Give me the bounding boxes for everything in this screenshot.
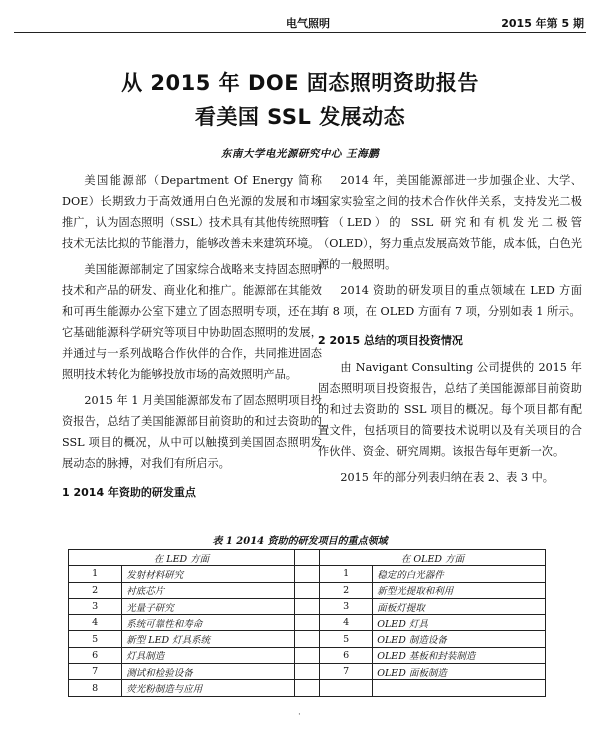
table-gap xyxy=(294,615,319,631)
led-item-name: 光量子研究 xyxy=(122,598,295,614)
oled-item-name: OLED 制造设备 xyxy=(373,631,546,647)
paragraph: 2014 年，美国能源部进一步加强企业、大学、国家实验室之间的技术合作伙伴关系，支持发光二极管（LED）的 SSL 研究和有机发光二极管（OLED），努力重点发展高效节能，成本低，白色光源的一般照明。 xyxy=(318,174,582,271)
table-gap xyxy=(294,680,319,696)
led-item-number: 3 xyxy=(69,598,122,614)
table-gap xyxy=(294,647,319,663)
section-heading-2: 2 2015 总结的项目投资情况 xyxy=(318,334,463,347)
table-gap xyxy=(294,631,319,647)
led-header: 在 LED 方面 xyxy=(69,550,295,566)
led-item-number: 2 xyxy=(69,582,122,598)
led-item-number: 4 xyxy=(69,615,122,631)
table-row xyxy=(69,582,546,598)
table-gap xyxy=(294,598,319,614)
oled-item-number: 2 xyxy=(319,582,372,598)
paragraph: 美国能源部制定了国家综合战略来支持固态照明技术和产品的研发、商业化和推广。能源部在其能效和可再生能源办公室下建立了固态照明专项，还在其它基础能源科学研究等项目中协助固态照明的发展，并通过与一系列战略合作伙伴的合作，共同推进固态照明技术转化为能够投放市场的高效照明产品。 xyxy=(62,263,322,381)
led-item-number: 1 xyxy=(69,566,122,582)
table-row xyxy=(69,598,546,614)
oled-item-name: OLED 面板制造 xyxy=(373,664,546,680)
oled-item-number: 7 xyxy=(319,664,372,680)
paragraph: 2015 年 1 月美国能源部发布了固态照明项目投资报告，总结了美国能源部目前资助的和过去资助的 SSL 项目的概况，从中可以触摸到美国固态照明发展动态的脉搏，对我们有所启示。 xyxy=(62,394,322,470)
led-item-name: 新型 LED 灯具系统 xyxy=(122,631,295,647)
table-caption: 表 1 2014 资助的研发项目的重点领域 xyxy=(212,536,388,547)
right-column xyxy=(318,170,582,493)
section-heading-1: 1 2014 年资助的研发重点 xyxy=(62,486,196,499)
table-row xyxy=(69,631,546,647)
led-item-name: 荧光粉制造与应用 xyxy=(122,680,295,696)
focus-areas-table xyxy=(68,549,546,697)
oled-item-name: OLED 基板和封装制造 xyxy=(373,647,546,663)
table-gap xyxy=(294,582,319,598)
paragraph: 美国能源部（Department Of Energy 简称 DOE）长期致力于高效通用白色光源的发展和市场推广，认为固态照明（SSL）技术具有其他传统照明技术无法比拟的节能潜力，能够改善未来建筑环境。 xyxy=(62,174,322,250)
table-row xyxy=(69,647,546,663)
oled-item-name: 面板灯提取 xyxy=(373,598,546,614)
journal-name: 电气照明 xyxy=(286,17,330,30)
led-item-number: 7 xyxy=(69,664,122,680)
led-item-name: 灯具制造 xyxy=(122,647,295,663)
oled-item-number: 4 xyxy=(319,615,372,631)
oled-header: 在 OLED 方面 xyxy=(319,550,545,566)
paragraph: 2014 资助的研发项目的重点领域在 LED 方面有 8 项，在 OLED 方面有 7 项，分别如表 1 所示。 xyxy=(318,284,582,318)
table-gap xyxy=(294,550,319,566)
oled-item-number: 1 xyxy=(319,566,372,582)
led-item-name: 系统可靠性和寿命 xyxy=(122,615,295,631)
led-item-number: 5 xyxy=(69,631,122,647)
oled-item-name: OLED 灯具 xyxy=(373,615,546,631)
oled-item-number: 5 xyxy=(319,631,372,647)
led-item-name: 测试和检验设备 xyxy=(122,664,295,680)
author-line: 东南大学电光源研究中心 王海鹏 xyxy=(220,148,380,160)
table-row xyxy=(69,680,546,696)
table-gap xyxy=(294,566,319,582)
oled-item-number: 3 xyxy=(319,598,372,614)
oled-item-name: 新型光提取和利用 xyxy=(373,582,546,598)
table-row xyxy=(69,615,546,631)
paragraph: 由 Navigant Consulting 公司提供的 2015 年固态照明项目投资报告，总结了美国能源部目前资助的和过去资助的 SSL 项目的概况。每个项目都有配置文件，包括项目的简要技术说明以及有关项目的合作伙伴、资金、研究周期。该报告每年更新一次。 xyxy=(318,361,582,458)
led-item-name: 衬底芯片 xyxy=(122,582,295,598)
table-row xyxy=(69,566,546,582)
led-item-name: 发射材料研究 xyxy=(122,566,295,582)
led-item-number: 8 xyxy=(69,680,122,696)
article-title-line1: 从 2015 年 DOE 固态照明资助报告 xyxy=(121,71,479,95)
paragraph: 2015 年的部分列表归纳在表 2、表 3 中。 xyxy=(340,471,554,484)
left-column xyxy=(62,170,322,509)
oled-item-number: 6 xyxy=(319,647,372,663)
empty-cell xyxy=(319,680,372,696)
table-header-row xyxy=(69,550,546,566)
article-title-line2: 看美国 SSL 发展动态 xyxy=(194,105,406,129)
issue-number: 2015 年第 5 期 xyxy=(501,17,584,30)
running-header xyxy=(14,12,586,33)
empty-cell xyxy=(373,680,546,696)
table-gap xyxy=(294,664,319,680)
oled-item-name: 稳定的白光器件 xyxy=(373,566,546,582)
led-item-number: 6 xyxy=(69,647,122,663)
scan-mark: · xyxy=(298,710,301,720)
table-row xyxy=(69,664,546,680)
table-body xyxy=(69,566,546,696)
